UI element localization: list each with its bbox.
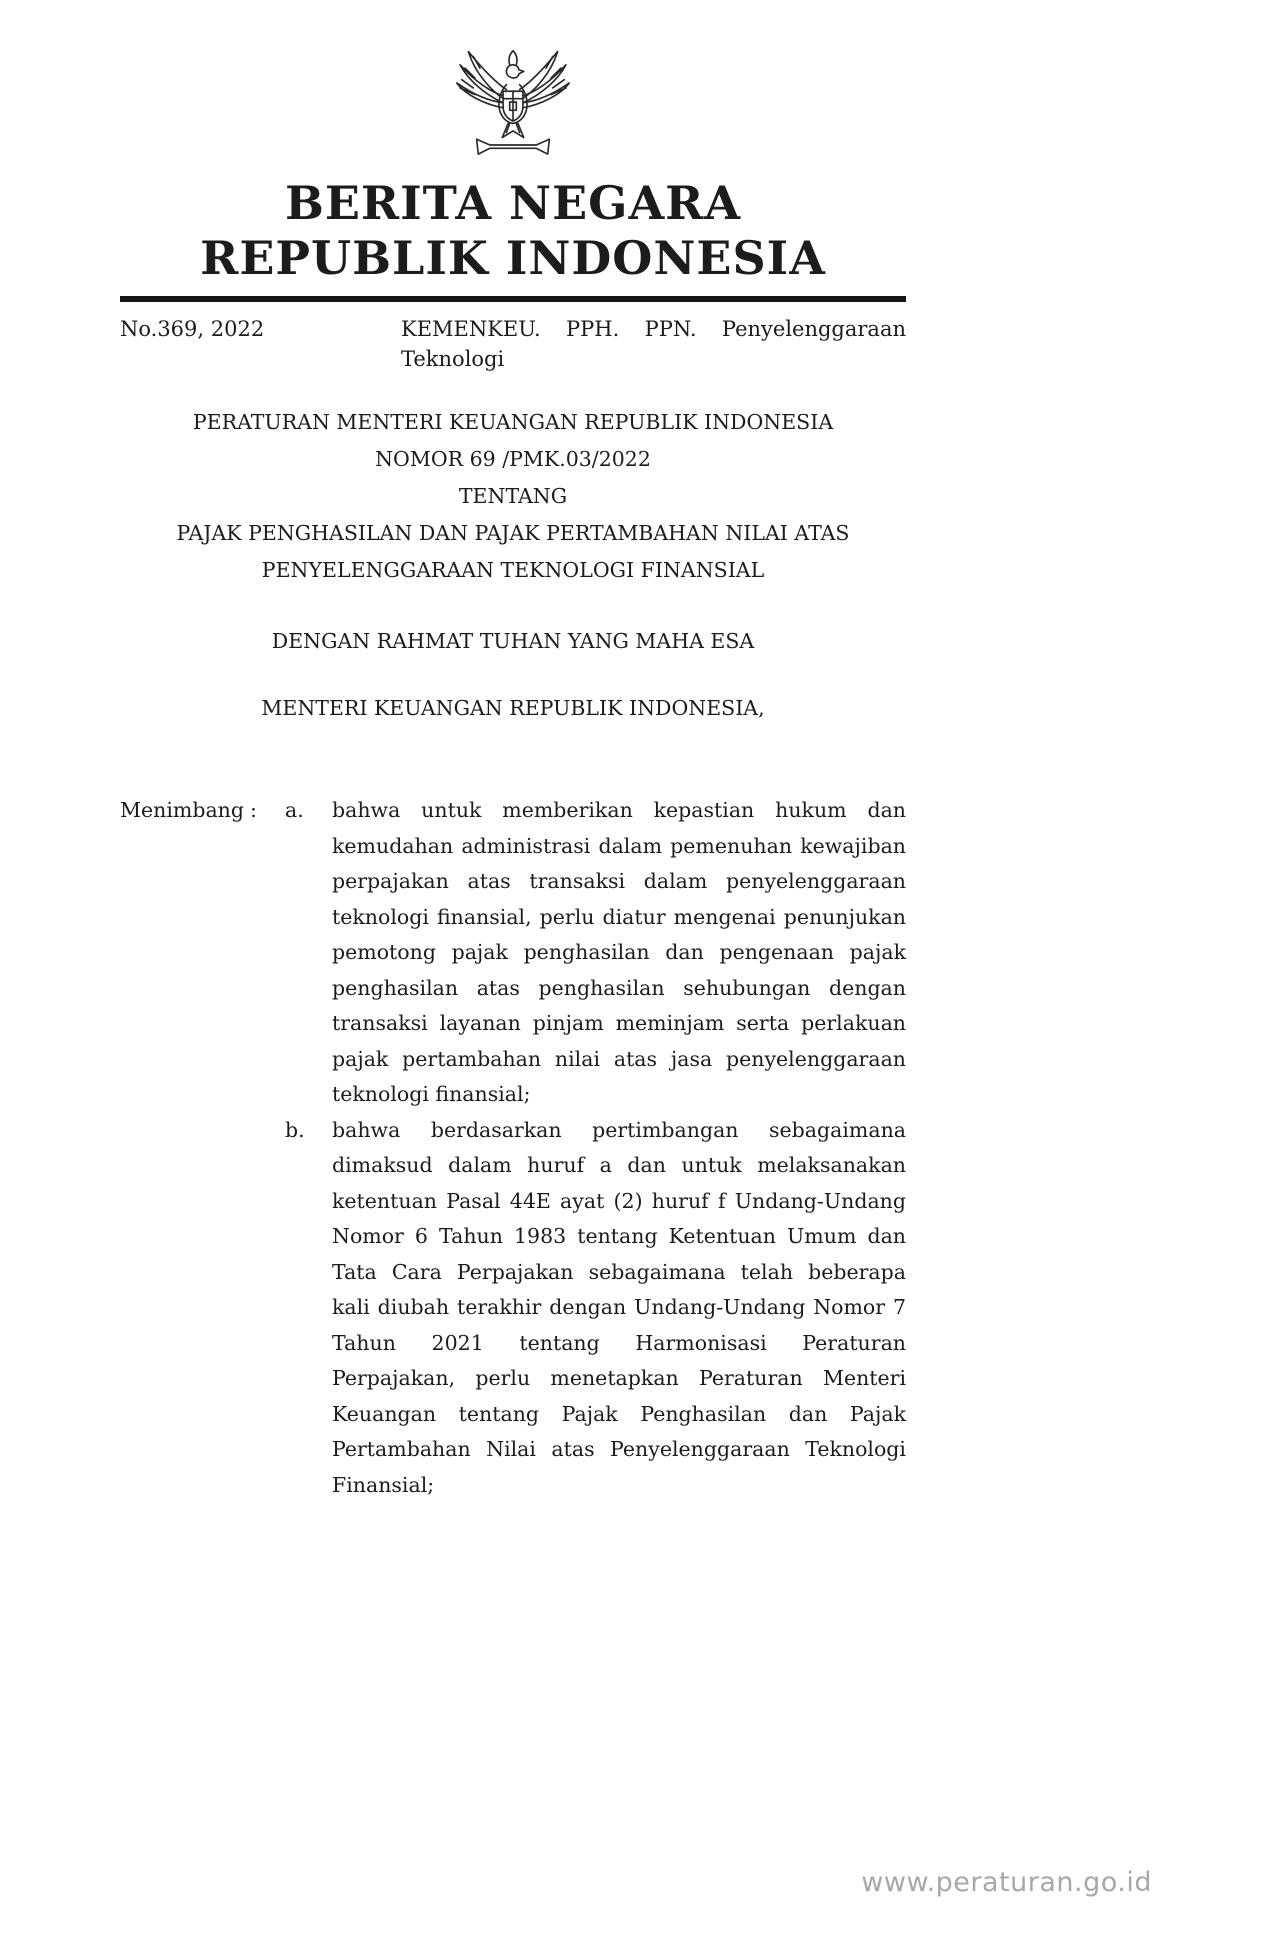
watermark-url: www.peraturan.go.id bbox=[861, 1867, 1152, 1898]
consideration-item-a bbox=[285, 793, 906, 1113]
regulation-title-line-4: PAJAK PENGHASILAN DAN PAJAK PERTAMBAHAN NILAI ATAS bbox=[176, 521, 850, 545]
garuda-pancasila-icon bbox=[455, 40, 571, 164]
regulation-title-line-2: NOMOR 69 /PMK.03/2022 bbox=[375, 447, 651, 471]
subject-keywords-line2: Teknologi bbox=[401, 347, 505, 371]
considerations-label: Menimbang bbox=[120, 798, 244, 822]
regulation-title-line-1: PERATURAN MENTERI KEUANGAN REPUBLIK INDONESIA bbox=[192, 410, 834, 434]
consideration-item-b-letter: b. bbox=[285, 1117, 305, 1142]
considerations-items bbox=[285, 793, 906, 1503]
subject-keywords bbox=[401, 314, 906, 374]
consideration-item-b bbox=[285, 1113, 906, 1504]
consideration-item-b-text: bahwa berdasarkan pertimbangan sebagaimana dimaksud dalam huruf a dan untuk melaksanakan ketentuan Pasal 44E ayat (2) huruf f Undang-Undang Nomor 6 Tahun 1983 tentang Ketentuan Umum dan Tata Cara Perpajakan sebagaimana telah beberapa kali diubah terakhir dengan Undang-Undang Nomor 7 Tahun 2021 tentang Harmonisasi Peraturan Perpajakan, perlu menetapkan Peraturan Menteri Keuangan tentang Pajak Penghasilan dan Pajak Pertambahan Nilai atas Penyelenggaraan Teknologi Finansial; bbox=[332, 1117, 906, 1497]
masthead-title-line1: BERITA NEGARA bbox=[284, 176, 742, 230]
masthead-divider bbox=[120, 296, 906, 302]
considerations-colon: : bbox=[250, 798, 257, 822]
considerations-section bbox=[120, 793, 906, 1503]
consideration-item-a-letter: a. bbox=[285, 798, 304, 822]
invocation-line: DENGAN RAHMAT TUHAN YANG MAHA ESA bbox=[271, 629, 755, 653]
garuda-emblem bbox=[120, 0, 906, 164]
document-content-column bbox=[120, 0, 906, 1503]
subject-keywords-line1: KEMENKEU. PPH. PPN. Penyelenggaraan bbox=[401, 317, 906, 341]
regulation-title-line-3: TENTANG bbox=[458, 484, 568, 508]
masthead bbox=[120, 176, 906, 286]
masthead-title-line2: REPUBLIK INDONESIA bbox=[200, 231, 826, 285]
consideration-item-a-text: bahwa untuk memberikan kepastian hukum dan kemudahan administrasi dalam pemenuhan kewajiban perpajakan atas transaksi dalam penyelenggaraan teknologi finansial, perlu diatur mengenai penunjukan pemotong pajak penghasilan dan pengenaan pajak penghasilan atas penghasilan sehubungan dengan transaksi layanan pinjam meminjam serta perlakuan pajak pertambahan nilai atas jasa penyelenggaraan teknologi finansial; bbox=[332, 798, 906, 1106]
regulation-title-line-5: PENYELENGGARAAN TEKNOLOGI FINANSIAL bbox=[261, 558, 765, 582]
gazette-meta-row bbox=[120, 314, 906, 374]
authority-line: MENTERI KEUANGAN REPUBLIK INDONESIA, bbox=[261, 696, 765, 720]
regulation-title-block bbox=[120, 404, 906, 589]
issue-number: No.369, 2022 bbox=[120, 317, 265, 341]
